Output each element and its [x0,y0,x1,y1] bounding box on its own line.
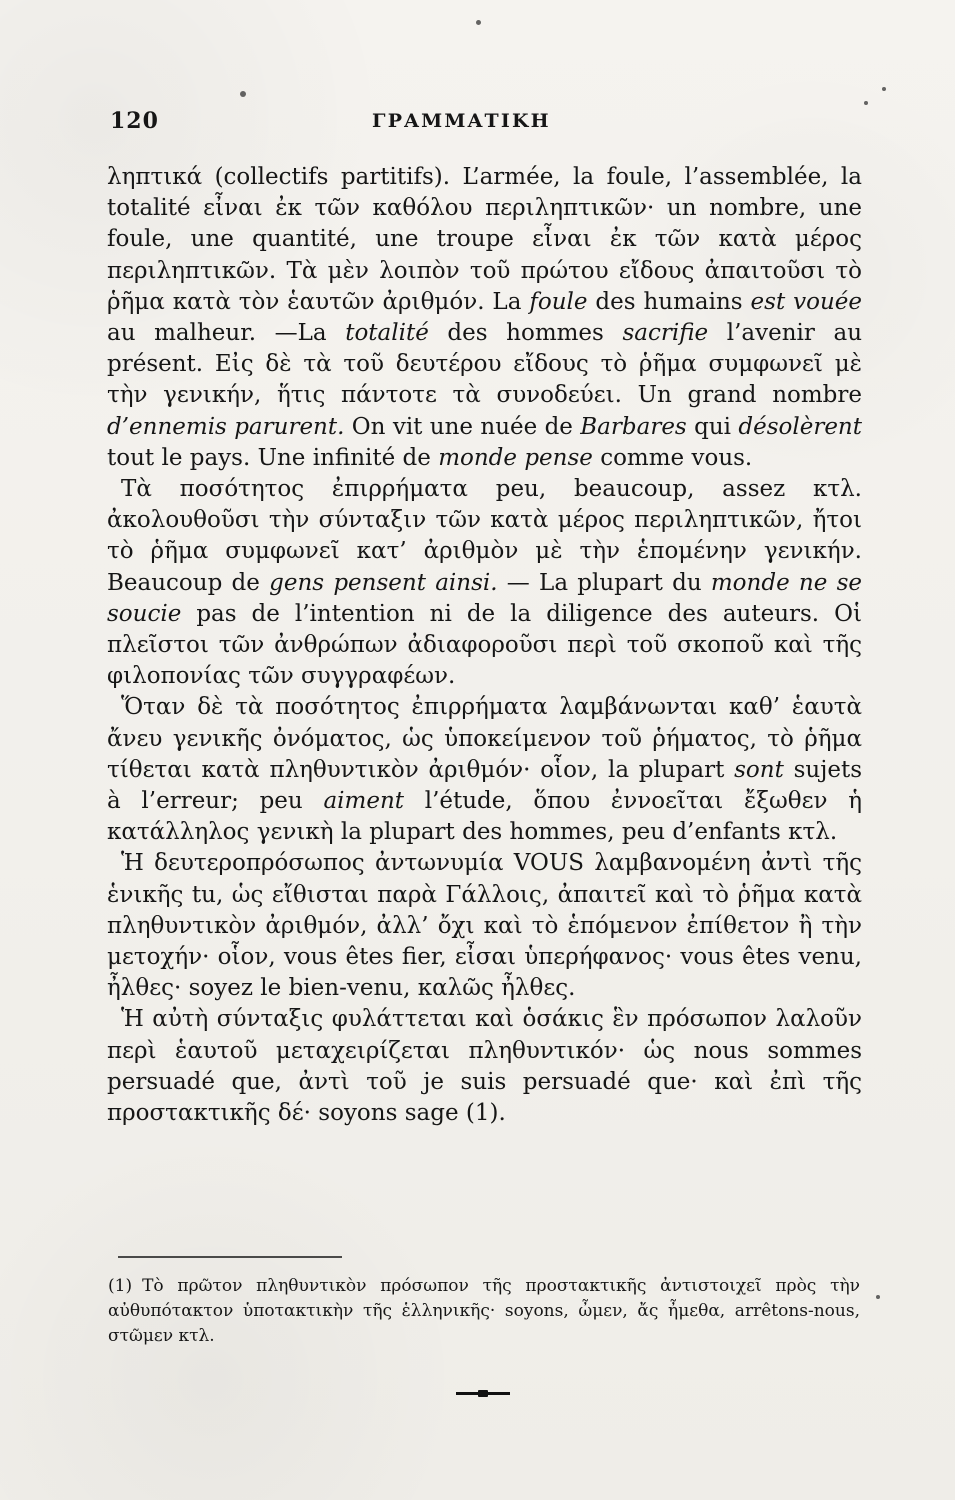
text-segment: — La plupart du [497,569,711,596]
italic-text: foule [529,288,588,315]
page-number: 120 [110,108,159,134]
paragraph-1 [107,162,862,474]
italic-text: sacrifie [622,320,709,347]
text-segment: pas de l’intention ni de la diligence des auteurs. Οἱ πλεῖστοι τῶν ἀνθρώπων ἀδιαφοροῦσι περὶ τοῦ σκοποῦ καὶ τῆς φιλοπονίας τῶν συγγραφέων. [107,600,862,690]
text-segment: l’avenir au présent. Εἰς δὲ τὰ τοῦ δευτέρου εἴδους τὸ ῥῆμα συμφωνεῖ μὲ τὴν γενικήν, ἥτις πάντοτε τὰ συνοδεύει. Un grand nombre [107,320,863,409]
footnote [108,1274,860,1349]
text-segment: ληπτικά (collectifs partitifs). L’armée, la foule, l’assemblée, la totalité εἶναι ἐκ τῶν καθόλου περιληπτικῶν· un nombre, une foule, une quantité, une troupe εἶναι ἐκ τῶν κατὰ μέρος περιληπτικῶν. Τὰ μὲν λοιπὸν τοῦ πρώτου εἴδους ἀπαιτοῦσι τὸ ῥῆμα κατὰ τὸν ἑαυτῶν ἀριθμόν. La [107,164,862,315]
text-segment: qui [686,413,739,440]
italic-text: désolèrent [738,413,862,440]
paragraph-2 [107,474,862,692]
text-segment: Τὰ ποσότητος ἐπιρρήματα peu, beaucoup, assez κτλ. ἀκολουθοῦσι τὴν σύνταξιν τῶν κατὰ μέρος περιληπτικῶν, ἤτοι τὸ ῥῆμα συμφωνεῖ κατ’ ἀριθμὸν μὲ τὴν ἑπομένην γενικήν. Beaucoup de [107,476,862,596]
ink-speck [864,101,868,105]
text-segment: comme vous. [592,444,753,471]
text-segment: Ὅταν δὲ τὰ ποσότητος ἐπιρρήματα λαμβάνωνται καθ’ ἑαυτὰ ἄνευ γενικῆς ὀνόματος, ὡς ὑποκείμενον τοῦ ῥήματος, τὸ ῥῆμα τίθεται κατὰ πληθυντικὸν ἀριθμόν· οἷον, la plupart [107,694,862,783]
text-segment: des humains [587,288,751,315]
italic-text: monde ne se soucie [107,569,863,627]
text-segment: tout le pays. Une infinité de [107,444,439,471]
text-segment: On vit une nuée de [344,413,581,440]
italic-text: est vouée [750,288,862,315]
decorative-bottom-mark [456,1392,510,1395]
italic-text: totalité [345,320,429,347]
page-header [110,108,855,138]
running-title: ΓΡΑΜΜΑΤΙΚΗ [372,110,551,132]
ink-speck [876,1295,880,1299]
italic-text: d’ennemis parurent. [107,413,345,440]
italic-text: Barbares [580,413,687,440]
text-segment: au malheur. —La [107,320,346,347]
ink-speck [882,87,886,91]
text-segment: des hommes [428,320,623,347]
footnote-separator [118,1256,342,1258]
italic-text: aiment [323,788,404,815]
ink-speck [476,20,481,25]
footnote-marker: (1) [108,1276,133,1296]
paragraph-5: Ἡ αὐτὴ σύνταξις φυλάττεται καὶ ὁσάκις ἓν πρόσωπον λαλοῦν περὶ ἑαυτοῦ μεταχειρίζεται πληθυντικόν· ὡς nous sommes persuadé que, ἀντὶ τοῦ je suis persuadé que· καὶ ἐπὶ τῆς προστακτικῆς δέ· soyons sage (1). [107,1006,862,1127]
text-segment: sujets à l’erreur; peu [107,756,863,815]
ink-speck [240,91,246,97]
paragraph-4: Ἡ δευτεροπρόσωπος ἀντωνυμία VOUS λαμβανομένη ἀντὶ τῆς ἑνικῆς tu, ὡς εἴθισται παρὰ Γάλλοις, ἀπαιτεῖ καὶ τὸ ῥῆμα κατὰ πληθυντικὸν ἀριθμόν, ἀλλ’ ὄχι καὶ τὸ ἑπόμενον ἐπίθετον ἢ τὴν μετοχήν· οἷον, vous êtes fier, εἶσαι ὑπερήφανος· vous êtes venu, ἦλθες· soyez le bien-venu, καλῶς ἦλθες. [107,850,862,1002]
italic-text: monde pense [438,444,593,471]
text-segment: l’étude, ὅπου ἐννοεῖται ἔξωθεν ἡ κατάλληλος γενικὴ la plupart des hommes, peu d’enfants κτλ. [107,788,862,846]
italic-text: sont [734,756,784,783]
main-text [107,162,862,1129]
paragraph-3 [107,692,862,848]
italic-text: gens pensent ainsi. [269,569,498,596]
footnote-text: Τὸ πρῶτον πληθυντικὸν πρόσωπον τῆς προστακτικῆς ἀντιστοιχεῖ πρὸς τὴν αὐθυπότακτον ὑποτακτικὴν τῆς ἑλληνικῆς· soyons, ὦμεν, ἄς ἦμεθα, arrêtons-nous, στῶμεν κτλ. [108,1276,860,1346]
